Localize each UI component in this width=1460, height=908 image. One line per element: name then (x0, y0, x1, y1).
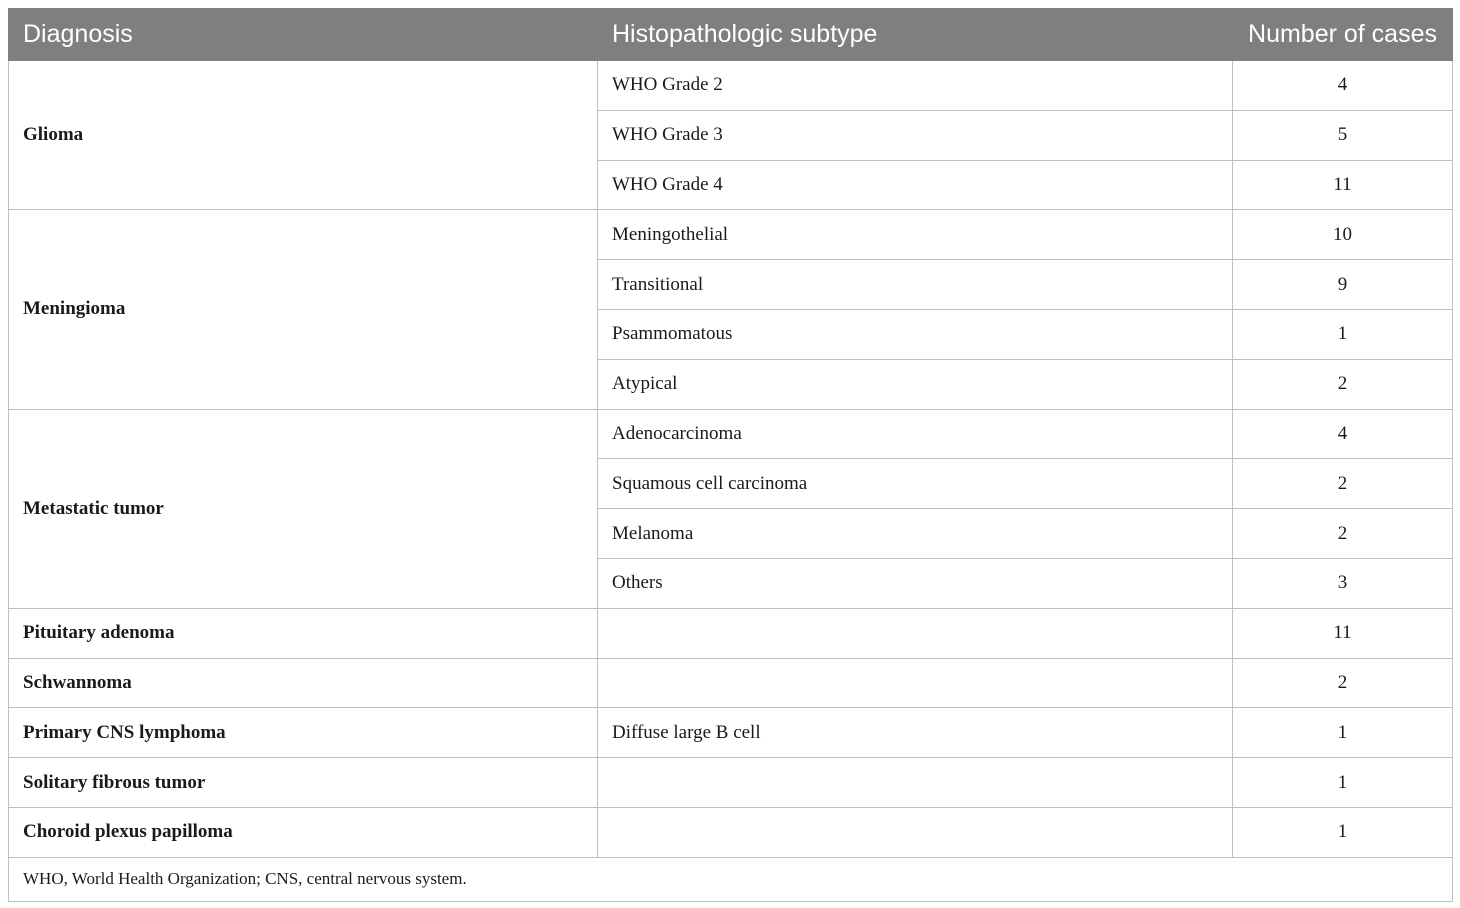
table-container (8, 8, 1452, 902)
table-row (9, 210, 1453, 260)
subtype-cell (598, 658, 1233, 708)
diagnosis-cell: Choroid plexus papilloma (9, 807, 598, 857)
subtype-cell: Meningothelial (598, 210, 1233, 260)
subtype-cell: WHO Grade 3 (598, 110, 1233, 160)
diagnosis-table (8, 8, 1453, 902)
diagnosis-cell: Pituitary adenoma (9, 608, 598, 658)
table-footer (9, 857, 1453, 901)
table-row (9, 61, 1453, 111)
table-row (9, 708, 1453, 758)
cases-cell: 2 (1233, 658, 1453, 708)
subtype-cell: Adenocarcinoma (598, 409, 1233, 459)
diagnosis-cell: Metastatic tumor (9, 409, 598, 608)
diagnosis-cell: Schwannoma (9, 658, 598, 708)
cases-cell: 1 (1233, 807, 1453, 857)
table-header (9, 9, 1453, 61)
cases-cell: 4 (1233, 409, 1453, 459)
cases-cell: 2 (1233, 509, 1453, 559)
cases-cell: 1 (1233, 309, 1453, 359)
subtype-cell (598, 608, 1233, 658)
table-row (9, 608, 1453, 658)
diagnosis-cell: Meningioma (9, 210, 598, 409)
cases-cell: 2 (1233, 459, 1453, 509)
diagnosis-cell: Solitary fibrous tumor (9, 758, 598, 808)
cases-cell: 9 (1233, 260, 1453, 310)
cases-cell: 2 (1233, 359, 1453, 409)
subtype-cell: Transitional (598, 260, 1233, 310)
cases-cell: 1 (1233, 758, 1453, 808)
subtype-cell: WHO Grade 4 (598, 160, 1233, 210)
cases-cell: 11 (1233, 608, 1453, 658)
cases-cell: 11 (1233, 160, 1453, 210)
subtype-cell (598, 758, 1233, 808)
table-row (9, 409, 1453, 459)
subtype-cell: WHO Grade 2 (598, 61, 1233, 111)
subtype-cell: Atypical (598, 359, 1233, 409)
subtype-cell: Diffuse large B cell (598, 708, 1233, 758)
diagnosis-cell: Primary CNS lymphoma (9, 708, 598, 758)
table-row (9, 807, 1453, 857)
subtype-cell: Psammomatous (598, 309, 1233, 359)
table-row (9, 758, 1453, 808)
header-row (9, 9, 1453, 61)
cases-cell: 3 (1233, 558, 1453, 608)
subtype-cell: Squamous cell carcinoma (598, 459, 1233, 509)
table-body (9, 61, 1453, 858)
footnote-row (9, 857, 1453, 901)
cases-cell: 1 (1233, 708, 1453, 758)
subtype-cell: Others (598, 558, 1233, 608)
diagnosis-cell: Glioma (9, 61, 598, 210)
cases-cell: 5 (1233, 110, 1453, 160)
header-histopathologic-subtype: Histopathologic subtype (598, 9, 1233, 61)
table-row (9, 658, 1453, 708)
cases-cell: 4 (1233, 61, 1453, 111)
subtype-cell (598, 807, 1233, 857)
footnote: WHO, World Health Organization; CNS, central nervous system. (9, 857, 1453, 901)
header-diagnosis: Diagnosis (9, 9, 598, 61)
header-number-of-cases: Number of cases (1233, 9, 1453, 61)
subtype-cell: Melanoma (598, 509, 1233, 559)
cases-cell: 10 (1233, 210, 1453, 260)
